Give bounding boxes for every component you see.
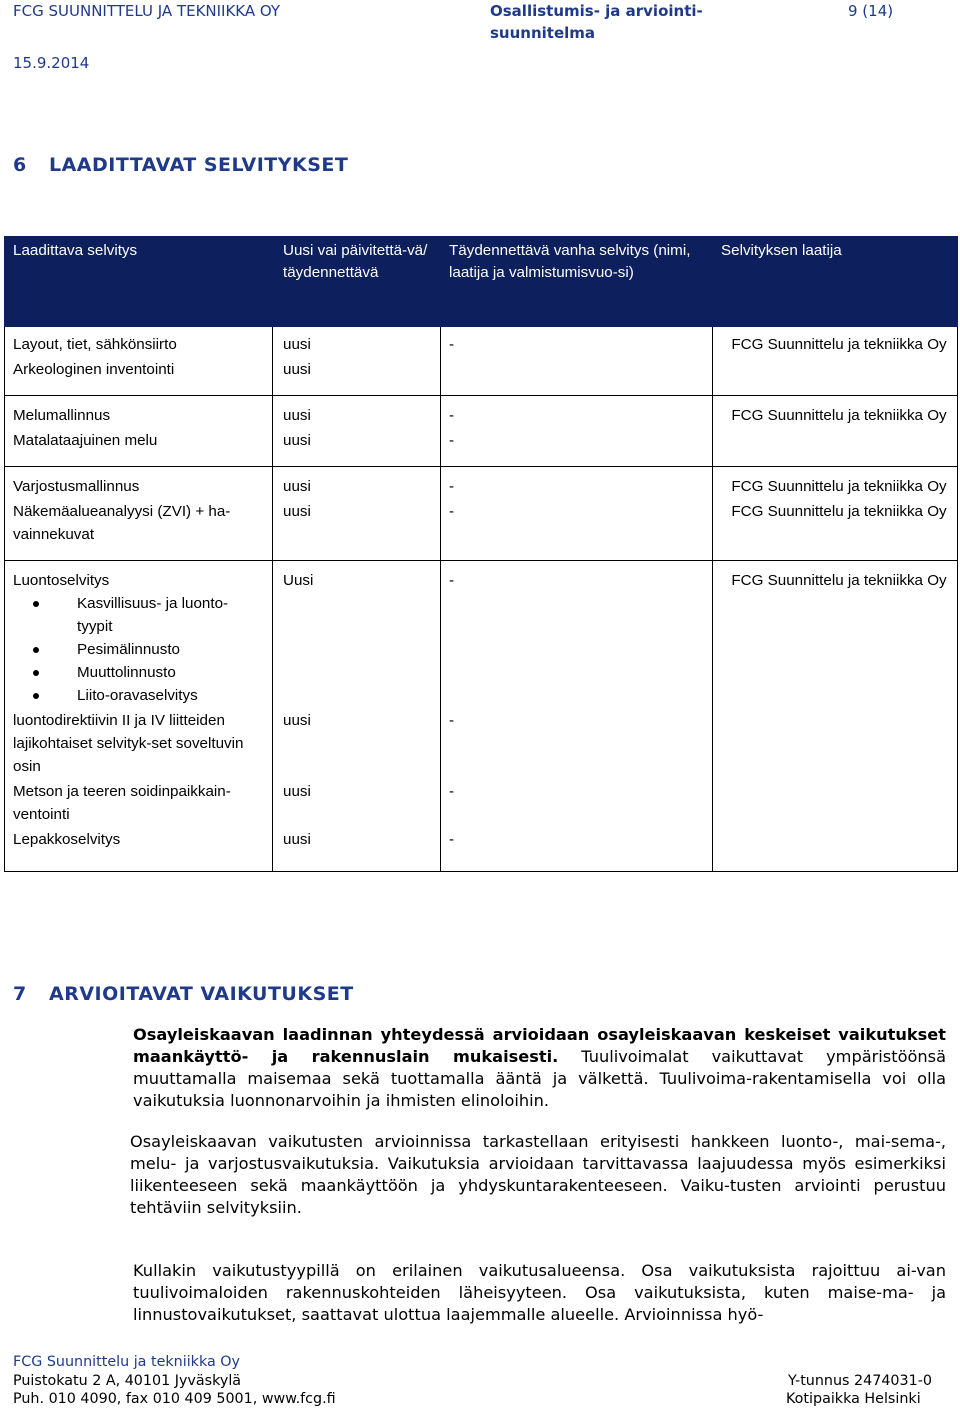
table-row [5,396,958,428]
table-row [5,327,958,357]
footer-address: Puistokatu 2 A, 40101 Jyväskylä [13,1373,242,1389]
header-company: FCG SUUNNITTELU JA TEKNIIKKA OY [13,2,281,20]
list-item: Pesimälinnusto [77,638,264,661]
cell-old: - [441,561,713,708]
paragraph-1 [133,1024,946,1112]
table-row [5,561,958,708]
cell-status: uusi [273,778,441,826]
table-row [5,467,958,499]
footer-business-id: Y-tunnus 2474031-0 [788,1373,932,1389]
footer-company: FCG Suunnittelu ja tekniikka Oy [13,1354,240,1370]
section-7-number: 7 [13,983,27,1005]
cell-old: - [441,826,713,872]
cell-author: FCG Suunnittelu ja tekniikka Oy [713,467,958,499]
cell-study: Lepakkoselvitys [5,826,273,872]
cell-study: Arkeologinen inventointi [5,356,273,396]
cell-study: Layout, tiet, sähkönsiirto [5,327,273,357]
col-header-author: Selvityksen laatija [713,237,958,327]
cell-study: Varjostusmallinnus [5,467,273,499]
section-7-heading [13,983,354,1005]
cell-study [5,561,273,708]
cell-old: - [441,427,713,467]
cell-status: uusi [273,356,441,396]
section-6-heading [13,154,348,176]
table-row [5,707,958,778]
table-row [5,356,958,396]
paragraph-1-bold: Osayleiskaavan laadinnan yhteydessä arvioidaan osayleiskaavan keskeiset vaikutukset maankäyttö- ja rakennuslain mukaisesti. [133,1025,946,1066]
cell-author [713,707,958,778]
header-doc-title-line1: Osallistumis- ja arviointi- [490,2,703,20]
list-item: Liito-oravaselvitys [77,684,264,707]
col-header-study: Laadittava selvitys [5,237,273,327]
header-doc-title-line2: suunnitelma [490,24,596,42]
cell-status: uusi [273,707,441,778]
cell-status: uusi [273,467,441,499]
paragraph-2: Osayleiskaavan vaikutusten arvioinnissa tarkastellaan erityisesti hankkeen luonto-, mai-sema-, melu- ja varjostusvaikutuksia. Vaikutuksia arvioidaan tarvittavassa laajuudessa myös esimerkiksi liikenteeseen sekä maankäyttöön ja yhdyskuntarakenteeseen. Vaiku-tusten arviointi perustuu tehtäviin selvityksiin. [130,1132,946,1217]
cell-study: luontodirektiivin II ja IV liitteiden lajikohtaiset selvityk-set soveltuvin osin [5,707,273,778]
cell-old [441,356,713,396]
cell-old: - [441,498,713,561]
cell-status: uusi [273,498,441,561]
col-header-old-study: Täydennettävä vanha selvitys (nimi, laatija ja valmistumisvuo-si) [441,237,713,327]
cell-status: uusi [273,327,441,357]
cell-author [713,778,958,826]
cell-study: Melumallinnus [5,396,273,428]
table-row [5,826,958,872]
cell-old: - [441,396,713,428]
study-name: Luontoselvitys [13,572,110,589]
cell-author [713,826,958,872]
studies-table [4,236,958,872]
col-header-status: Uusi vai päivitettä-vä/ täydennettävä [273,237,441,327]
cell-old: - [441,778,713,826]
list-item: Kasvillisuus- ja luonto-tyypit [77,592,264,638]
cell-author [713,427,958,467]
cell-author [713,356,958,396]
cell-old: - [441,327,713,357]
footer-contact: Puh. 010 4090, fax 010 409 5001, www.fcg.fi [13,1391,336,1407]
header-page-number: 9 (14) [848,2,894,20]
cell-status: uusi [273,427,441,467]
cell-study: Näkemäalueanalyysi (ZVI) + ha-vainnekuvat [5,498,273,561]
section-7-title: ARVIOITAVAT VAIKUTUKSET [49,983,354,1005]
section-6-number: 6 [13,154,27,176]
footer-domicile: Kotipaikka Helsinki [786,1391,921,1407]
header-doc-title [490,0,703,44]
cell-study: Metson ja teeren soidinpaikkain-ventointi [5,778,273,826]
paragraph-1-rest: Tuulivoimalat vaikuttavat ympäristöönsä muuttamalla maisemaa sekä tuottamalla ääntä ja välkettä. Tuulivoima-rakentamisella voi olla vaikutuksia luonnonarvoihin ja ihmisten elinoloihin. [133,1047,946,1110]
table-header-row [5,237,958,327]
cell-author: FCG Suunnittelu ja tekniikka Oy [713,561,958,708]
header-date: 15.9.2014 [13,54,90,72]
table-row [5,427,958,467]
section-6-title: LAADITTAVAT SELVITYKSET [49,154,349,176]
cell-author: FCG Suunnittelu ja tekniikka Oy [713,327,958,357]
paragraph-3: Kullakin vaikutustyypillä on erilainen vaikutusalueensa. Osa vaikutuksista rajoittuu ai-van tuulivoimaloiden rakennuskohteiden läheisyyteen. Osa vaikutuksista, kuten maise-ma- ja linnustovaikutukset, saattavat ulottua laajemmalle alueelle. Arvioinnissa hyö- [133,1261,946,1324]
cell-status: uusi [273,396,441,428]
cell-status: Uusi [273,561,441,708]
cell-old: - [441,467,713,499]
cell-old: - [441,707,713,778]
cell-status: uusi [273,826,441,872]
cell-study: Matalataajuinen melu [5,427,273,467]
study-bullet-list [13,592,264,707]
cell-author: FCG Suunnittelu ja tekniikka Oy [713,498,958,561]
list-item: Muuttolinnusto [77,661,264,684]
cell-author: FCG Suunnittelu ja tekniikka Oy [713,396,958,428]
table-row [5,498,958,561]
table-row [5,778,958,826]
